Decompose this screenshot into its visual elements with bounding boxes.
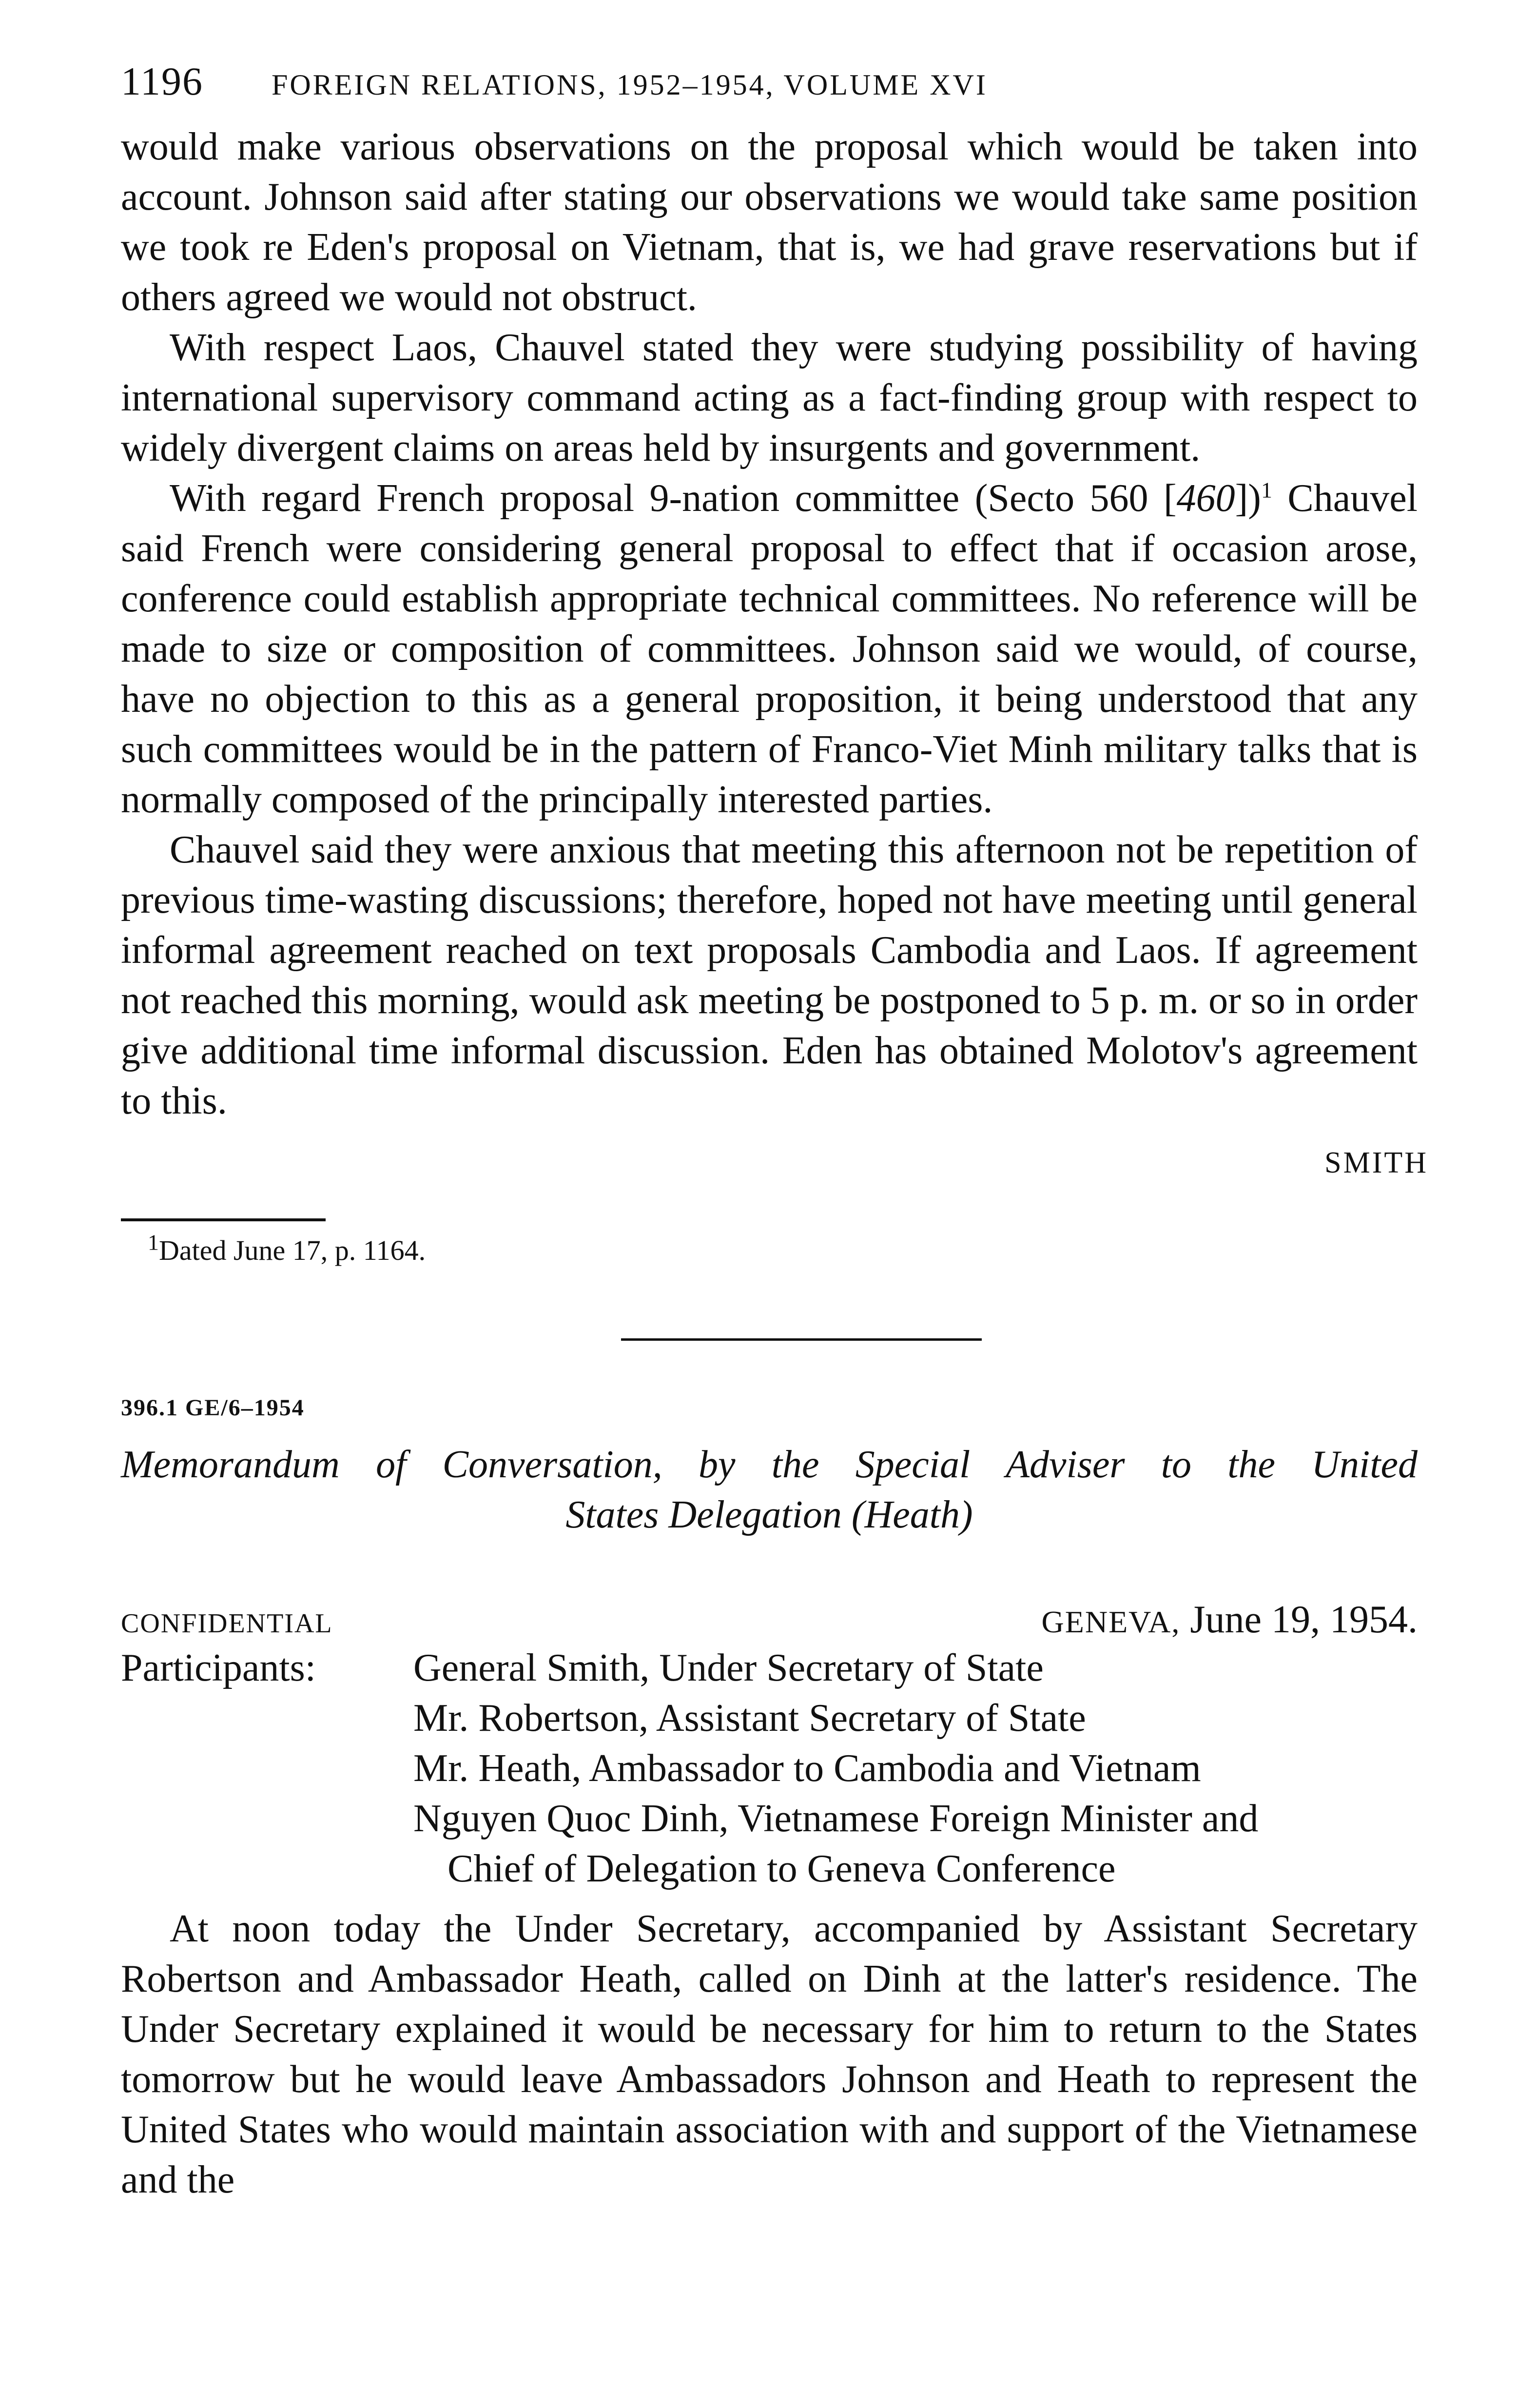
place: GENEVA, (1041, 1605, 1181, 1639)
file-number: 396.1 GE/6–1954 (121, 1395, 305, 1421)
document-page (121, 59, 1428, 2205)
footnote-number: 1 (148, 1230, 159, 1255)
memo-body: At noon today the Under Secretary, accompanied by Assistant Secretary Robertson and Ambassador Heath, called on Dinh at the latter's residence. The Under Secretary explained it would be necessary for him to return to the States tomorrow but he would leave Ambassadors Johnson and Heath to represent the United States who would maintain association with and support of the Vietnamese and the (121, 1907, 1418, 2201)
paragraph-committee-start: With regard French proposal 9-nation committee (Secto 560 [ (170, 477, 1177, 520)
paragraph-laos: With respect Laos, Chauvel stated they were studying possibility of having international supervisory command acting as a fact-finding group with respect to widely divergent claims on areas held by insurgents and government. (121, 326, 1418, 470)
document-reference: 460 (1176, 477, 1235, 520)
participant: Mr. Robertson, Assistant Secretary of State (413, 1697, 1086, 1740)
participants-block (121, 1643, 1418, 1894)
memo-title-line-1: Memorandum of Conversation, by the Special Adviser to the United (121, 1443, 1418, 1486)
memo-meta (121, 1598, 1418, 1642)
place-date (1042, 1598, 1418, 1642)
footnote-rule (121, 1218, 326, 1221)
section-separator (621, 1338, 982, 1341)
participant-continuation: Chief of Delegation to Geneva Conference (447, 1847, 1116, 1890)
paragraph-meeting: Chauvel said they were anxious that meeting this afternoon not be repetition of previous time-wasting discussions; therefore, hoped not have meeting until general informal agreement reached on text proposals Cambodia and Laos. If agreement not reached this morning, would ask meeting be postponed to 5 p. m. or so in order give additional time informal discussion. Eden has obtained Molotov's agreement to this. (121, 828, 1418, 1122)
paragraph-committee-rest: Chauvel said French were considering general proposal to effect that if occasion arose, conference could establish appropriate technical committees. No reference will be made to size or composition of committees. Johnson said we would, of course, have no objection to this as a general proposition, it being understood that any such committees would be in the pattern of Franco-Viet Minh military talks that is normally composed of the principally interested parties. (121, 477, 1418, 821)
footnote-text: Dated June 17, p. 1164. (159, 1234, 426, 1266)
memo-title-line-2: States Delegation (Heath) (565, 1493, 973, 1536)
participant: Nguyen Quoc Dinh, Vietnamese Foreign Minister and (413, 1797, 1259, 1840)
paragraph-committee (121, 473, 1418, 825)
participants-list (413, 1643, 1258, 1894)
running-head-title: FOREIGN RELATIONS, 1952–1954, VOLUME XVI (271, 69, 988, 101)
page-number: 1196 (121, 59, 203, 103)
classification-label: CONFIDENTIAL (121, 1608, 333, 1639)
participant: General Smith, Under Secretary of State (413, 1646, 1044, 1689)
paragraph-continuation: would make various observations on the proposal which would be taken into account. Johnson said after stating our observations we would take same position we took re Eden's proposal on Vietnam, that is, we had grave reservations but if others agreed we would not obstruct. (121, 125, 1418, 319)
signature: SMITH (1324, 1146, 1428, 1179)
participants-label: Participants: (121, 1646, 316, 1689)
memo-title (121, 1440, 1418, 1540)
footnote-marker: 1 (1261, 477, 1272, 503)
paragraph-committee-close: ]) (1235, 477, 1261, 520)
footnote (121, 1231, 1418, 1270)
participant: Mr. Heath, Ambassador to Cambodia and Vietnam (413, 1747, 1201, 1790)
date: June 19, 1954. (1180, 1598, 1418, 1641)
running-head (121, 59, 1418, 122)
